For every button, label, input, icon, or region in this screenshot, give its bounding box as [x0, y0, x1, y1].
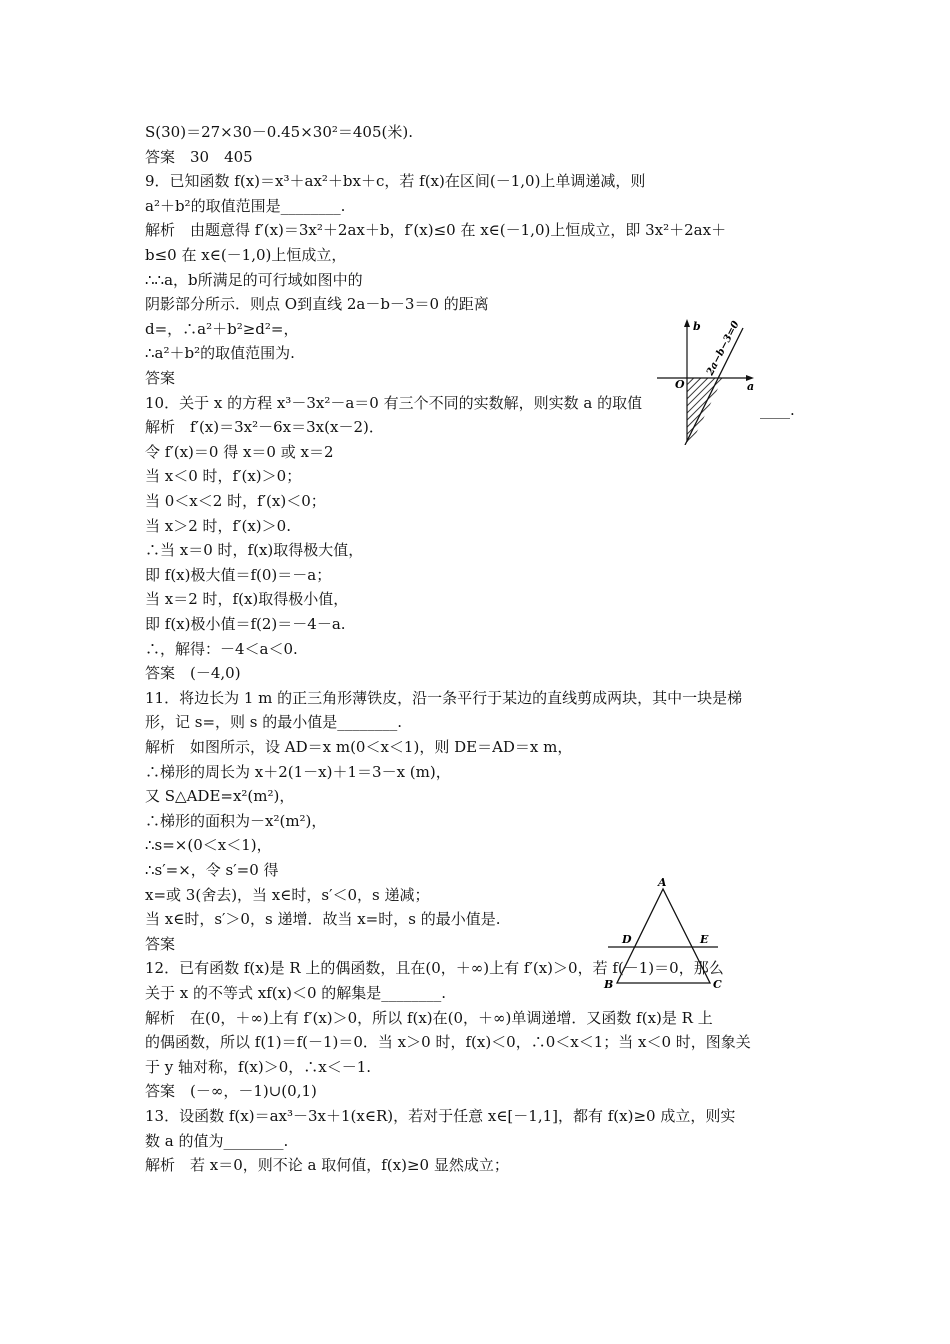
text-line: 11．将边长为 1 m 的正三角形薄铁皮，沿一条平行于某边的直线剪成两块，其中一块是梯 [145, 688, 743, 707]
line-equation-label: 2a−b−3=0 [704, 319, 742, 378]
text-line: 当 x＞2 时，f′(x)＞0. [145, 516, 291, 535]
text-line: 于 y 轴对称，f(x)＞0，∴x＜－1. [145, 1057, 372, 1076]
text-line: ∴a²＋b²的取值范围为. [145, 344, 295, 363]
text-line: ∴梯形的周长为 x＋2(1－x)＋1＝3－x (m)， [145, 762, 451, 781]
text-line: 的偶函数，所以 f(1)＝f(－1)＝0．当 x＞0 时，f(x)＜0，∴0＜x＜1；当 x＜0 时，图象关 [145, 1033, 751, 1052]
text-line: 答案 [145, 369, 176, 387]
point-d-label: D [622, 933, 632, 946]
text-line: 又 S△ADE=x²(m²)， [145, 787, 295, 806]
text-line: 即 f(x)极大值＝f(0)＝－a； [145, 565, 332, 584]
text-line: S(30)＝27×30－0.45×30²＝405(米). [145, 123, 413, 141]
text-line: ∴∴a，b所满足的可行域如图中的 [145, 270, 363, 289]
vertex-b-label: B [604, 978, 614, 990]
text-line: 令 f′(x)＝0 得 x＝0 或 x＝2 [145, 442, 334, 461]
feasible-region-svg [655, 310, 780, 445]
text-line: ∴s=×(0＜x＜1)， [145, 836, 272, 855]
text-line: 当 x＝2 时，f(x)取得极小值， [145, 590, 349, 609]
text-line: ∴当 x＝0 时，f(x)取得极大值， [145, 541, 364, 560]
text-line: ∴s′=×，令 s′=0 得 [145, 861, 279, 879]
b-axis-arrow [684, 319, 690, 327]
text-line: ∴，解得：－4＜a＜0. [145, 639, 298, 658]
shaded-region [687, 378, 723, 442]
text-line: 13．设函数 f(x)＝ax³－3x＋1(x∈R)，若对于任意 x∈[－1,1]，都有 f(x)≥0 成立，则实 [145, 1107, 736, 1125]
text-line: x=或 3(舍去)，当 x∈时，s′＜0，s 递减； [145, 885, 430, 904]
vertex-a-label: A [658, 876, 667, 889]
text-line: 9．已知函数 f(x)＝x³＋ax²＋bx＋c，若 f(x)在区间(－1,0)上单调递减，则 [145, 172, 646, 191]
text-line: 当 0＜x＜2 时，f′(x)＜0； [145, 492, 326, 510]
a-axis-label: a [747, 380, 755, 393]
text-line: 关于 x 的不等式 xf(x)＜0 的解集是________. [145, 984, 447, 1002]
text-line: 解析 若 x＝0，则不论 a 取何值，f(x)≥0 显然成立； [145, 1156, 509, 1175]
answer-blank: ____. [760, 401, 795, 419]
text-line: d=，∴a²＋b²≥d²=， [145, 319, 299, 338]
text-line: 即 f(x)极小值＝f(2)＝－4－a. [145, 615, 346, 633]
b-axis-label: b [693, 320, 701, 333]
text-line: 答案 30 405 [145, 147, 253, 166]
text-line: 解析 f′(x)＝3x²－6x＝3x(x－2)． [145, 418, 384, 437]
text-line: ∴梯形的面积为－x²(m²)， [145, 811, 327, 830]
triangle-figure [600, 875, 730, 990]
text-line: 当 x＜0 时，f′(x)＞0； [145, 467, 302, 486]
text-line: 当 x∈时，s′＞0，s 递增．故当 x=时，s 的最小值是. [145, 910, 501, 929]
text-line: 阴影部分所示．则点 O到直线 2a－b－3＝0 的距离 [145, 295, 489, 314]
text-line: 形，记 s=，则 s 的最小值是________. [145, 713, 403, 732]
point-e-label: E [700, 933, 709, 946]
text-line: 数 a 的值为________. [145, 1131, 289, 1150]
text-line: 解析 如图所示，设 AD＝x m(0＜x＜1)，则 DE＝AD＝x m， [145, 738, 573, 756]
text-line: 10．关于 x 的方程 x³－3x²－a＝0 有三个不同的实数解，则实数 a 的取值 [145, 393, 643, 412]
triangle-svg [600, 875, 730, 990]
vertex-c-label: C [713, 978, 722, 990]
feasible-region-figure [655, 310, 780, 445]
text-line: 12．已有函数 f(x)是 R 上的偶函数，且在(0，＋∞)上有 f′(x)＞0，若 f(－1)＝0，那么 [145, 959, 724, 978]
text-line: b≤0 在 x∈(－1,0)上恒成立， [145, 246, 347, 264]
text-line: 答案 (－4,0) [145, 664, 241, 683]
text-line: 解析 在(0，＋∞)上有 f′(x)＞0，所以 f(x)在(0，＋∞)单调递增．又函数 f(x)是 R 上 [145, 1008, 713, 1027]
text-line: 答案 (－∞，－1)∪(0,1) [145, 1082, 317, 1101]
origin-label: O [675, 378, 685, 391]
text-line: 答案 [145, 934, 176, 953]
text-line: 解析 由题意得 f′(x)＝3x²＋2ax＋b，f′(x)≤0 在 x∈(－1,0)上恒成立，即 3x²＋2ax＋ [145, 221, 727, 240]
text-line: a²＋b²的取值范围是________. [145, 196, 346, 215]
